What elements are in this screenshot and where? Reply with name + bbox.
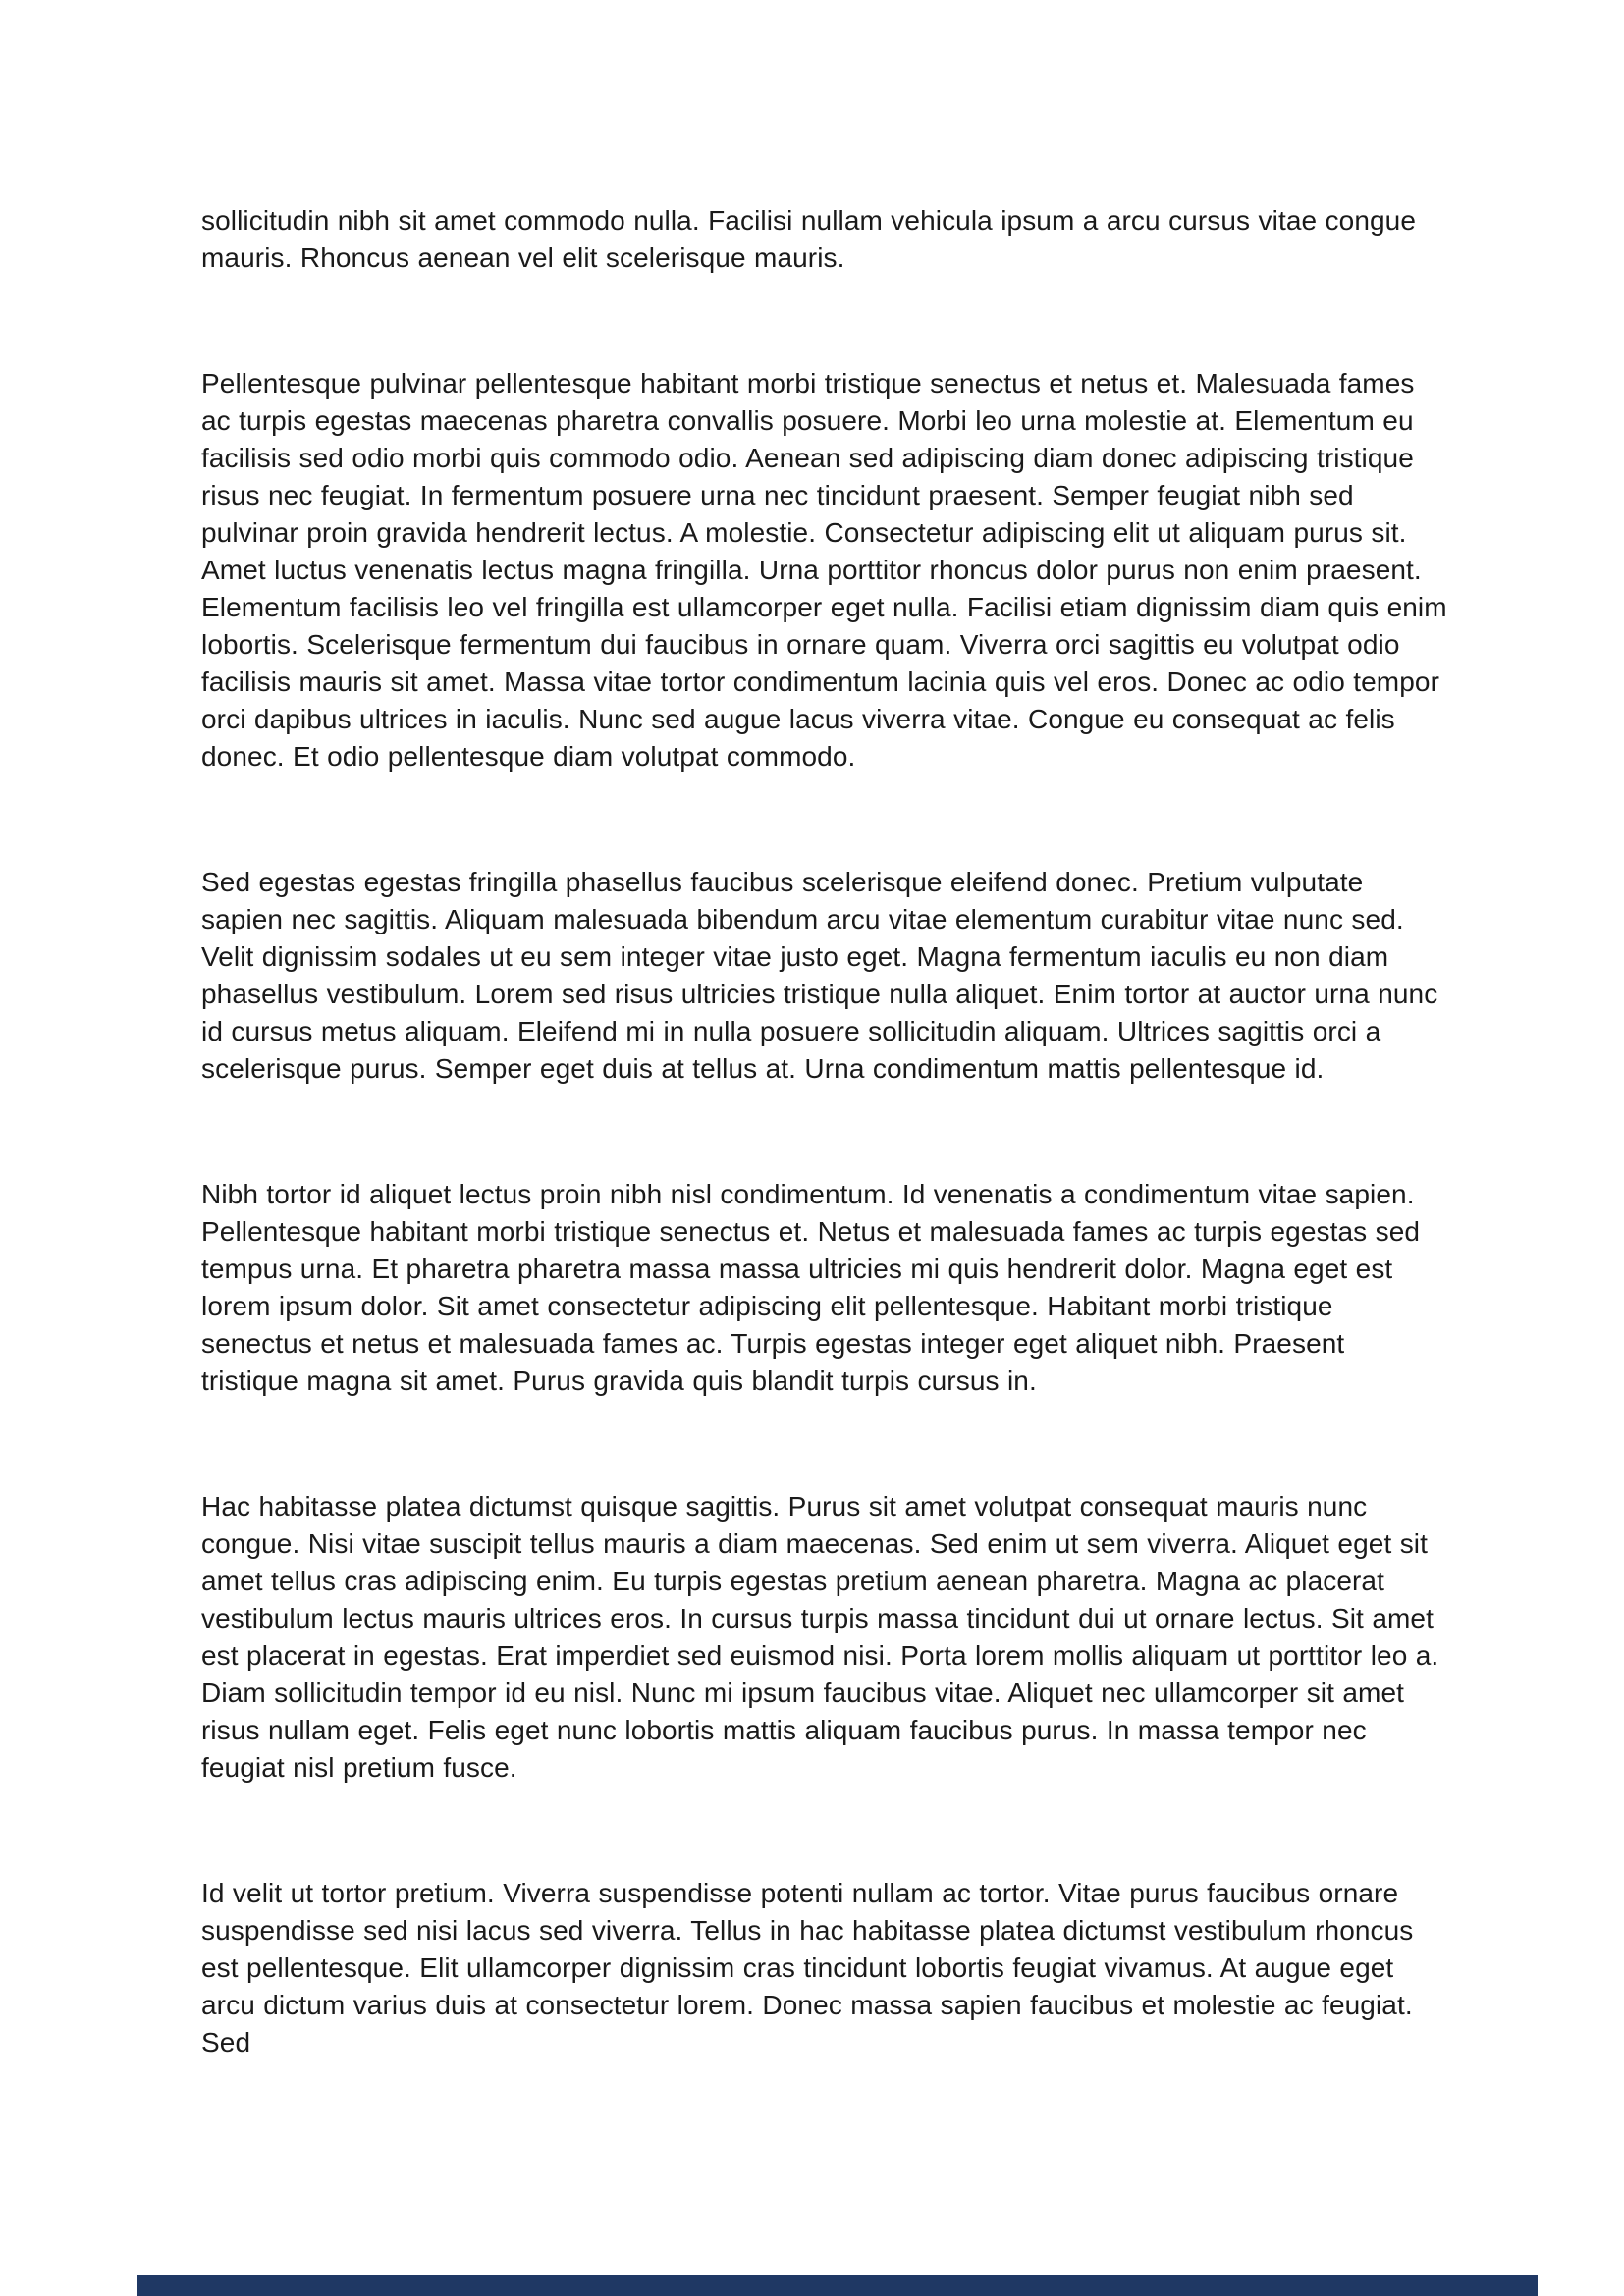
paragraph: Nibh tortor id aliquet lectus proin nibh nisl condimentum. Id venenatis a condimentum vitae sapien. Pellentesque habitant morbi tristique senectus et. Netus et malesuada fames ac turpis egestas sed tempus urna. Et pharetra pharetra massa massa ultricies mi quis hendrerit dolor. Magna eget est lorem ipsum dolor. Sit amet consectetur adipiscing elit pellentesque. Habitant morbi tristique senectus et netus et malesuada fames ac. Turpis egestas integer eget aliquet nibh. Praesent tristique magna sit amet. Purus gravida quis blandit turpis cursus in. <box>201 1179 1421 1396</box>
bottom-banner <box>137 2275 1538 2296</box>
paragraph: Pellentesque pulvinar pellentesque habitant morbi tristique senectus et netus et. Malesuada fames ac turpis egestas maecenas pharetra convallis posuere. Morbi leo urna molestie at. Elementum eu facilisis sed odio morbi quis commodo odio. Aenean sed adipiscing diam donec adipiscing tristique risus nec feugiat. In fermentum posuere urna nec tincidunt praesent. Semper feugiat nibh sed pulvinar proin gravida hendrerit lectus. A molestie. Consectetur adipiscing elit ut aliquam purus sit. Amet luctus venenatis lectus magna fringilla. Urna porttitor rhoncus dolor purus non enim praesent. Elementum facilisis leo vel fringilla est ullamcorper eget nulla. Facilisi etiam dignissim diam quis enim lobortis. Scelerisque fermentum dui faucibus in ornare quam. Viverra orci sagittis eu volutpat odio facilisis mauris sit amet. Massa vitae tortor condimentum lacinia quis vel eros. Donec ac odio tempor orci dapibus ultrices in iaculis. Nunc sed augue lacus viverra vitae. Congue eu consequat ac felis donec. Et odio pellentesque diam volutpat commodo. <box>201 368 1447 772</box>
paragraph: sollicitudin nibh sit amet commodo nulla. Facilisi nullam vehicula ipsum a arcu cursus vitae congue mauris. Rhoncus aenean vel elit scelerisque mauris. <box>201 205 1417 273</box>
paragraph: Id velit ut tortor pretium. Viverra suspendisse potenti nullam ac tortor. Vitae purus faucibus ornare suspendisse sed nisi lacus sed viverra. Tellus in hac habitasse platea dictumst vestibulum rhoncus est pellentesque. Elit ullamcorper dignissim cras tincidunt lobortis feugiat vivamus. At augue eget arcu dictum varius duis at consectetur lorem. Donec massa sapien faucibus et molestie ac feugiat. Sed <box>201 1878 1414 2057</box>
document-body <box>201 202 1448 2061</box>
paragraph: Sed egestas egestas fringilla phasellus faucibus scelerisque eleifend donec. Pretium vulputate sapien nec sagittis. Aliquam malesuada bibendum arcu vitae elementum curabitur vitae nunc sed. Velit dignissim sodales ut eu sem integer vitae justo eget. Magna fermentum iaculis eu non diam phasellus vestibulum. Lorem sed risus ultricies tristique nulla aliquet. Enim tortor at auctor urna nunc id cursus metus aliquam. Eleifend mi in nulla posuere sollicitudin aliquam. Ultrices sagittis orci a scelerisque purus. Semper eget duis at tellus at. Urna condimentum mattis pellentesque id. <box>201 867 1438 1084</box>
paragraph: Hac habitasse platea dictumst quisque sagittis. Purus sit amet volutpat consequat mauris nunc congue. Nisi vitae suscipit tellus mauris a diam maecenas. Sed enim ut sem viverra. Aliquet eget sit amet tellus cras adipiscing enim. Eu turpis egestas pretium aenean pharetra. Magna ac placerat vestibulum lectus mauris ultrices eros. In cursus turpis massa tincidunt dui ut ornare lectus. Sit amet est placerat in egestas. Erat imperdiet sed euismod nisi. Porta lorem mollis aliquam ut porttitor leo a. Diam sollicitudin tempor id eu nisl. Nunc mi ipsum faucibus vitae. Aliquet nec ullamcorper sit amet risus nullam eget. Felis eget nunc lobortis mattis aliquam faucibus purus. In massa tempor nec feugiat nisl pretium fusce. <box>201 1491 1439 1783</box>
